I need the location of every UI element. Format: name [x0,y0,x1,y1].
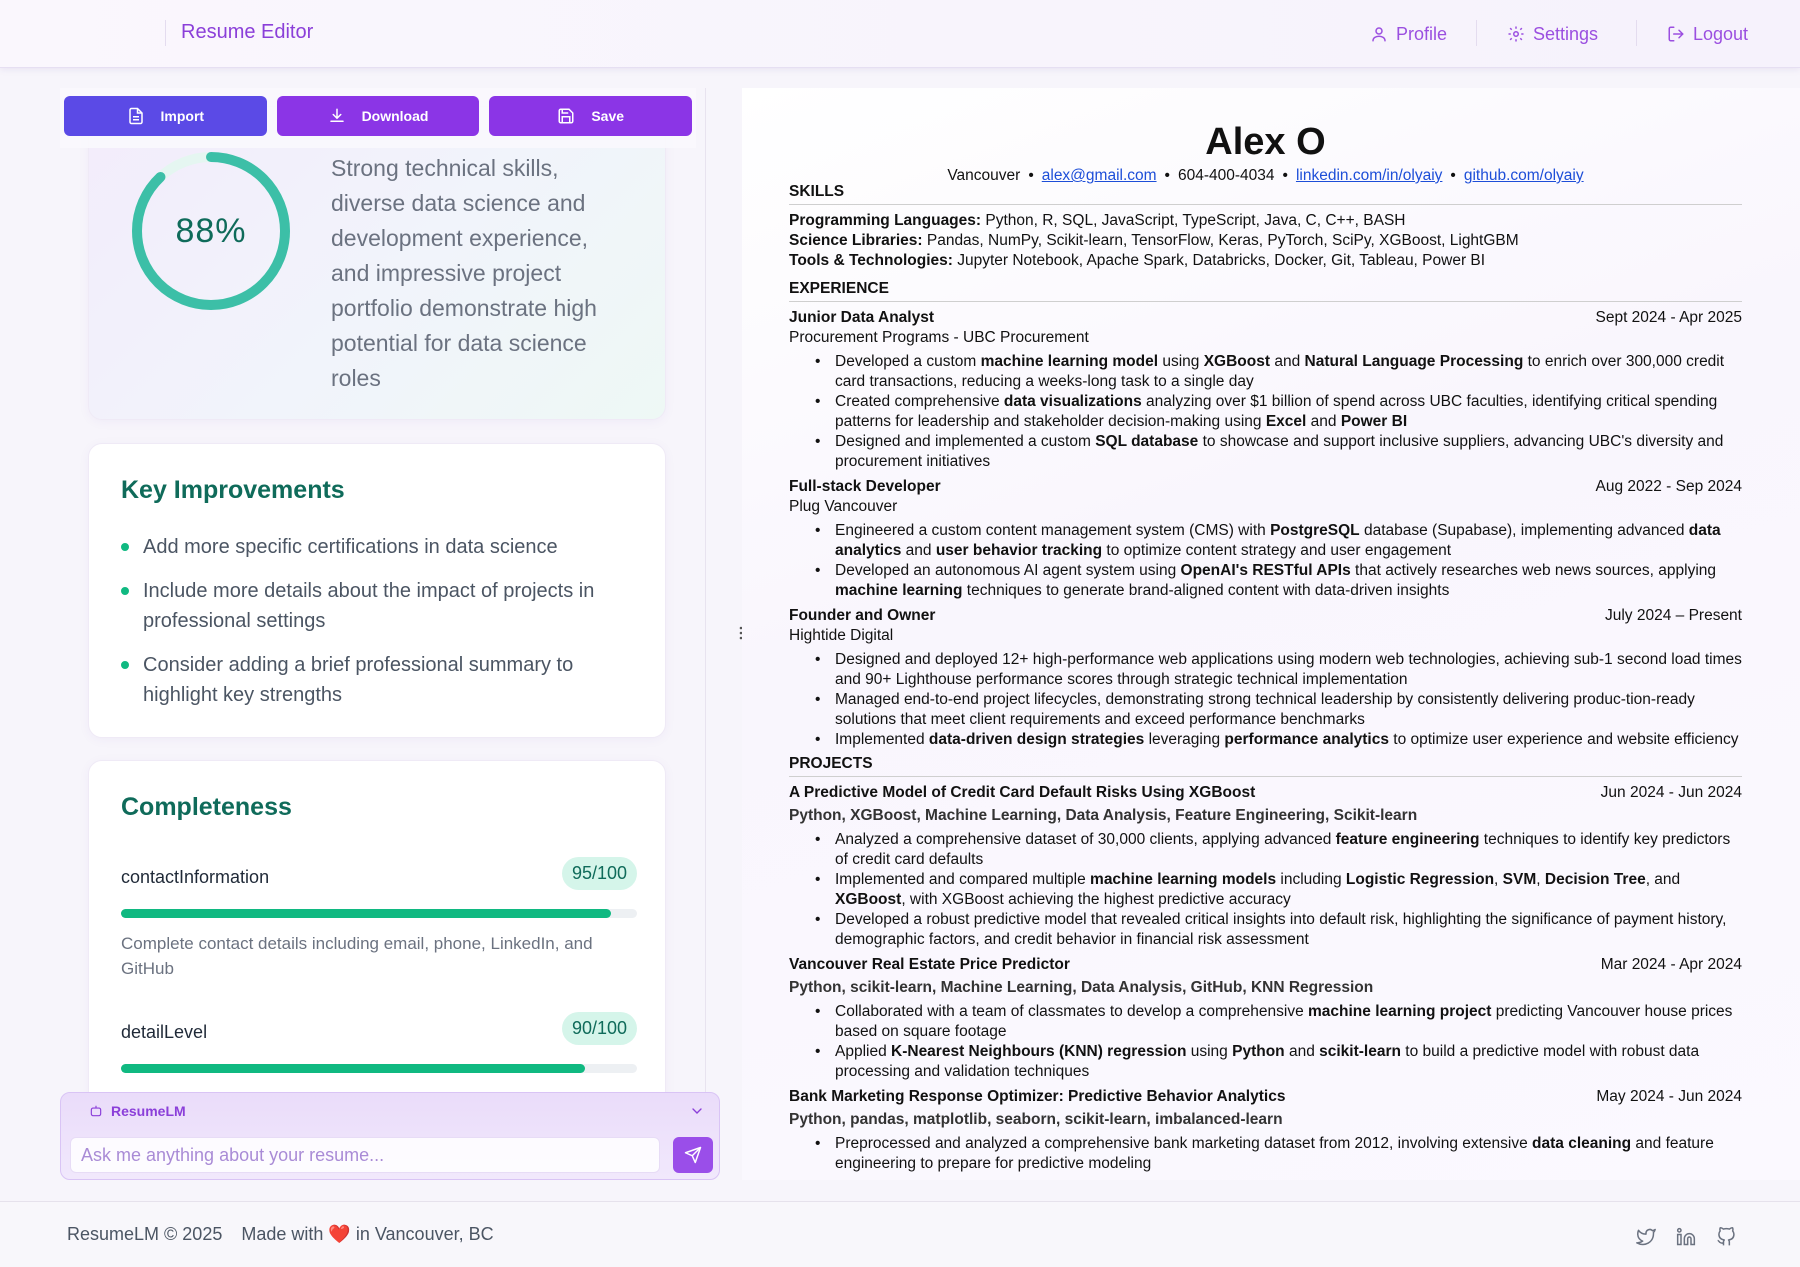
header-divider [1636,20,1637,46]
chevron-down-icon[interactable] [689,1103,705,1119]
send-icon [684,1146,702,1164]
experience-bullets [835,352,1742,472]
save-label: Save [591,108,625,124]
panel-scrollbar[interactable] [705,88,706,1180]
twitter-icon[interactable] [1636,1227,1656,1247]
chat-title: ResumeLM [111,1103,186,1119]
metric-progress-fill [121,909,611,918]
linkedin-icon[interactable] [1676,1227,1696,1247]
nav-settings[interactable] [1507,21,1598,47]
chat-input[interactable] [70,1137,660,1173]
nav-logout-label: Logout [1693,23,1749,44]
download-button[interactable] [277,96,480,136]
experience-bullets [835,650,1742,750]
nav-settings-label: Settings [1533,23,1599,44]
download-label: Download [361,108,429,124]
resume-email-link[interactable]: alex@gmail.com [1041,167,1157,184]
bullet: • Engineered a custom content management system (CMS) with PostgreSQL database (Supabase), implementing advanced data analytics and user behavior tracking to optimize content strategy and user engagement [835,521,1742,561]
import-button[interactable] [64,96,267,136]
section-skills-title: SKILLS [789,182,1742,205]
experience-org: Procurement Programs - UBC Procurement [789,329,1089,346]
resume-city: Vancouver [947,167,1021,184]
resume-linkedin-link[interactable]: linkedin.com/in/olyaiy [1295,167,1443,184]
chat-header[interactable] [89,1103,186,1119]
bullet: • Developed a custom machine learning model using XGBoost and Natural Language Processing to enrich over 300,000 credit card transactions, reducing a weeks-long task to a single day [835,352,1742,392]
footer-made-with: Made with [241,1224,324,1244]
metric-description: Complete contact details including email, phone, LinkedIn, and GitHub [121,934,593,978]
gear-icon [1507,25,1525,43]
nav-profile-label: Profile [1396,23,1448,44]
save-icon [557,107,575,125]
nav-profile[interactable] [1370,21,1447,47]
improvement-item: Add more specific certifications in data science [121,532,641,562]
editor-toolbar [60,88,696,148]
metric-progress-track [121,909,637,918]
metric-label: detailLevel [121,1022,208,1042]
save-button[interactable] [489,96,692,136]
project-bullets [835,1134,1742,1174]
metric-label: contactInformation [121,867,270,887]
bullet: • Designed and deployed 12+ high-performance web applications using modern web technologies, achieving sub-1 second load times and 90+ Lighthouse performance scores through strategic technical implementation [835,650,1742,690]
bullet: • Designed and implemented a custom SQL database to showcase and support inclusive suppliers, advancing UBC's diversity and procurement initiatives [835,432,1742,472]
experience-header: Founder and Owner July 2024 – Present [789,607,1742,624]
app-title[interactable]: Resume Editor [181,21,314,43]
download-icon [328,107,346,125]
metric-score-badge: 95/100 [562,857,637,890]
resume-document [789,88,1742,1174]
score-value: 88% [175,211,247,250]
header-divider [1476,20,1477,46]
project-header: A Predictive Model of Credit Card Default Risks Using XGBoost Jun 2024 - Jun 2024 [789,784,1742,801]
logout-icon [1667,25,1685,43]
bullet: • Applied K-Nearest Neighbours (KNN) regression using Python and scikit-learn to build a predictive model with robust data processing and validation techniques [835,1042,1742,1082]
bullet: • Analyzed a comprehensive dataset of 30,000 clients, applying advanced feature engineering techniques to identify key predictors of credit card defaults [835,830,1742,870]
experience-org: Plug Vancouver [789,498,898,515]
project-header: Bank Marketing Response Optimizer: Predictive Behavior Analytics May 2024 - Jun 2024 [789,1088,1742,1105]
score-summary: Strong technical skills, diverse data science and development experience, and impressive project portfolio demonstrate high potential for data science roles [331,155,597,391]
metric-score-badge: 90/100 [562,1012,637,1045]
metric-progress-fill [121,1064,585,1073]
chat-widget [60,1092,720,1180]
project-header: Vancouver Real Estate Price Predictor Mar 2024 - Apr 2024 [789,956,1742,973]
bullet: • Developed a robust predictive model that revealed critical insights into default risk, highlighting the significance of payment history, demographic factors, and credit behavior in financial risk assessment [835,910,1742,950]
nav-logout[interactable] [1667,21,1748,47]
completeness-title: Completeness [121,793,292,821]
improvements-title: Key Improvements [121,476,345,504]
skill-line: Programming Languages: Python, R, SQL, JavaScript, TypeScript, Java, C, C++, BASH [789,212,1406,229]
footer-copyright: ResumeLM © 2025 [67,1224,223,1244]
bot-icon [89,1104,103,1118]
analysis-panel [60,88,706,1180]
app-footer [0,1201,1800,1267]
metric-progress-track [121,1064,637,1073]
footer-location: in Vancouver, BC [355,1224,494,1244]
experience-bullets [835,521,1742,601]
project-bullets [835,830,1742,950]
improvements-list [121,532,641,724]
bullet: • Managed end-to-end project lifecycles, demonstrating strong technical leadership by consistently delivering produc-tion-ready solutions that meet client requirements and exceed performance benchmarks [835,690,1742,730]
send-button[interactable] [673,1137,713,1173]
footer-text [67,1224,494,1245]
bullet: • Developed an autonomous AI agent system using OpenAI's RESTful APIs that actively researches web news sources, applying machine learning techniques to generate brand-aligned content with data-driven insights [835,561,1742,601]
experience-header: Junior Data Analyst Sept 2024 - Apr 2025 [789,309,1742,326]
resume-phone: 604-400-4034 [1177,167,1275,184]
skill-line: Science Libraries: Pandas, NumPy, Scikit-learn, TensorFlow, Keras, PyTorch, SciPy, XGBoost, LightGBM [789,232,1519,249]
project-tech: Python, pandas, matplotlib, seaborn, scikit-learn, imbalanced-learn [789,1111,1283,1128]
import-label: Import [160,108,205,124]
resume-contact: Vancouver • alex@gmail.com • 604-400-4034 • linkedin.com/in/olyaiy • github.com/olyaiy [947,167,1584,184]
resume-github-link[interactable]: github.com/olyaiy [1463,167,1584,184]
app-header [0,0,1800,68]
bullet: • Implemented data-driven design strategies leveraging performance analytics to optimize user experience and website efficiency [835,730,1742,750]
resume-preview [742,88,1800,1180]
github-icon[interactable] [1716,1227,1736,1247]
bullet: • Created comprehensive data visualizations analyzing over $1 billion of spend across UBC faculties, identifying critical spending patterns for leadership and stakeholder decision-making using Excel and Power BI [835,392,1742,432]
improvement-item: Consider adding a brief professional summary to highlight key strengths [121,650,641,710]
file-icon [127,107,145,125]
bullet: • Implemented and compared multiple machine learning models including Logistic Regression, SVM, Decision Tree, and XGBoost, with XGBoost achieving the highest predictive accuracy [835,870,1742,910]
project-tech: Python, XGBoost, Machine Learning, Data Analysis, Feature Engineering, Scikit-learn [789,807,1418,824]
section-experience-title: EXPERIENCE [789,279,1742,302]
bullet: • Preprocessed and analyzed a comprehensive bank marketing dataset from 2012, involving extensive data cleaning and feature engineering to prepare for predictive modeling [835,1134,1742,1174]
user-icon [1370,25,1388,43]
project-bullets [835,1002,1742,1082]
experience-header: Full-stack Developer Aug 2022 - Sep 2024 [789,478,1742,495]
skill-line: Tools & Technologies: Jupyter Notebook, Apache Spark, Databricks, Docker, Git, Tableau, Power BI [789,252,1486,269]
experience-org: Hightide Digital [789,627,894,644]
header-divider [165,20,166,46]
improvements-card [88,443,666,738]
heart-icon: ❤️ [328,1224,351,1244]
improvement-item: Include more details about the impact of projects in professional settings [121,576,641,636]
section-projects-title: PROJECTS [789,754,1742,777]
resume-name: Alex O [1205,121,1326,163]
bullet: • Collaborated with a team of classmates to develop a comprehensive machine learning project predicting Vancouver house prices based on square footage [835,1002,1742,1042]
project-tech: Python, scikit-learn, Machine Learning, Data Analysis, GitHub, KNN Regression [789,979,1374,996]
score-card [88,106,666,420]
